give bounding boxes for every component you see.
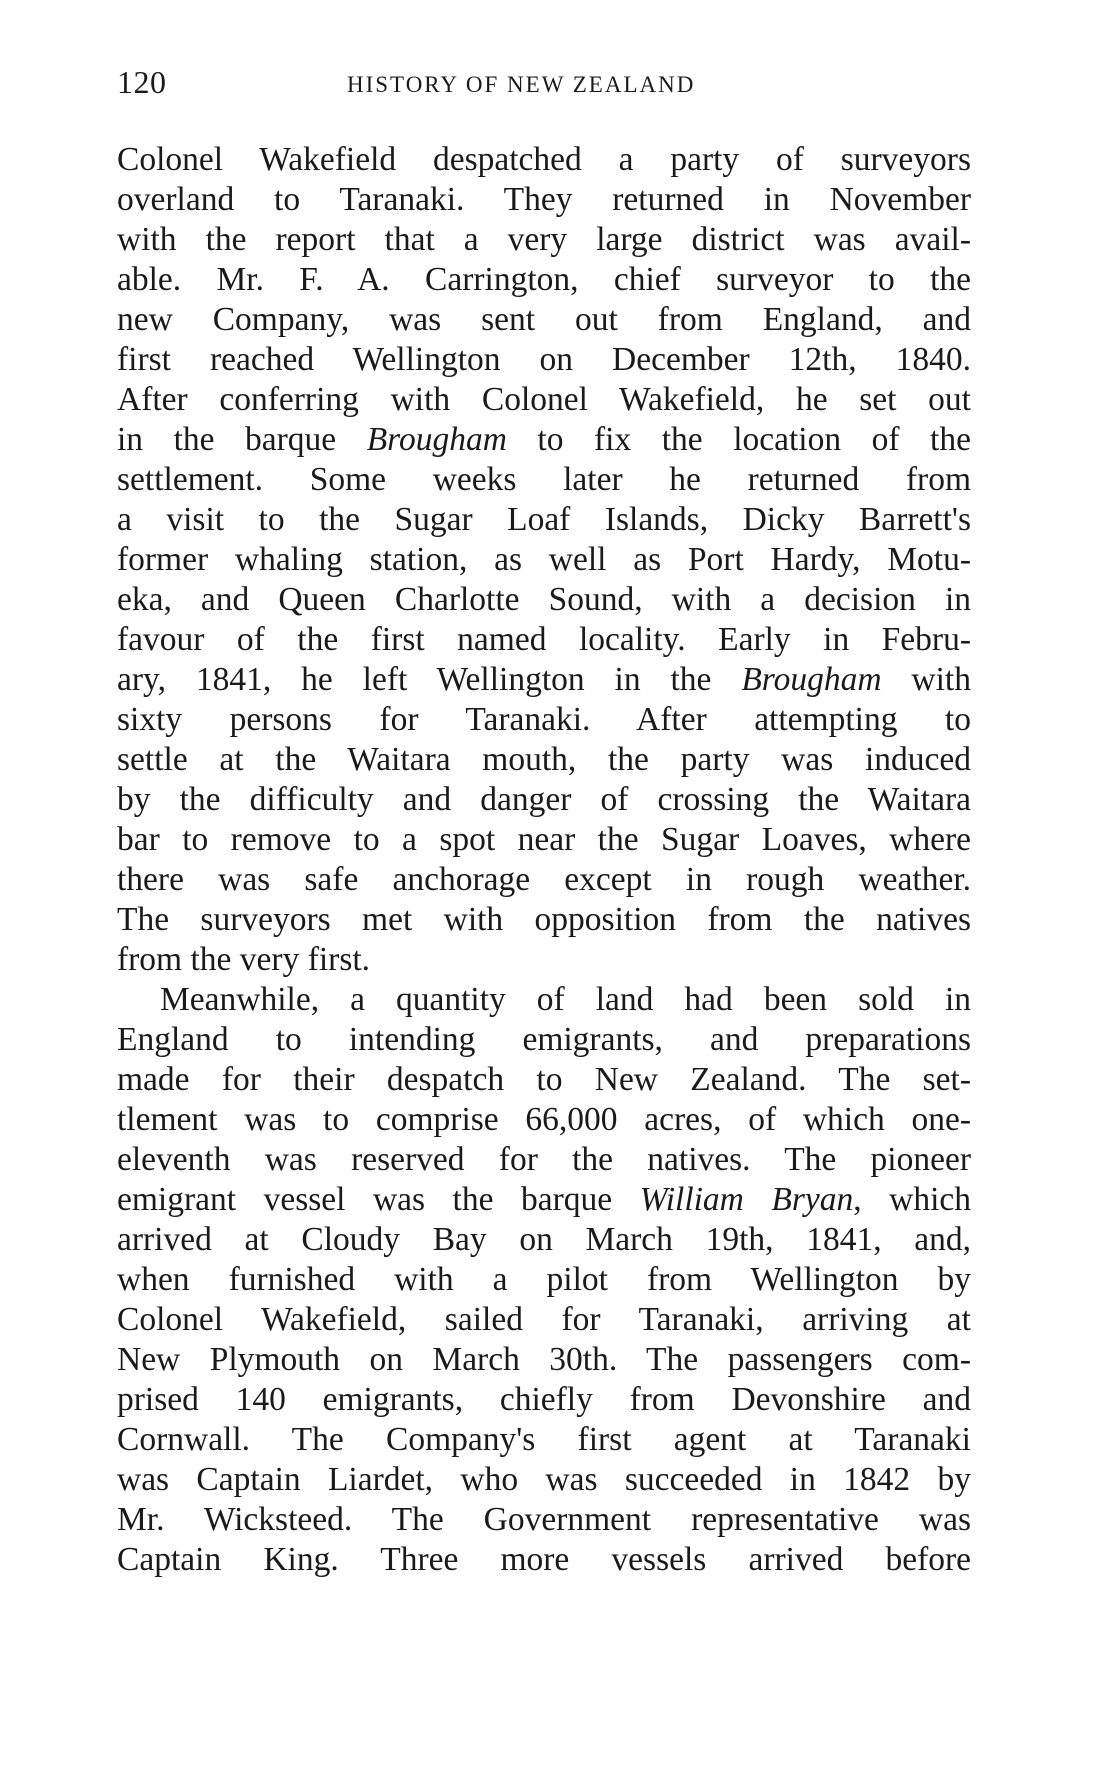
- page-number: 120: [117, 64, 167, 100]
- text-line: a visit to the Sugar Loaf Islands, Dicky Barrett's: [117, 501, 971, 538]
- text-line: made for their despatch to New Zealand. The set-: [117, 1061, 971, 1098]
- text-line: New Plymouth on March 30th. The passengers com-: [117, 1341, 971, 1378]
- text-line: sixty persons for Taranaki. After attempting to: [117, 701, 971, 738]
- text-line: arrived at Cloudy Bay on March 19th, 1841, and,: [117, 1221, 971, 1258]
- text-line: Colonel Wakefield despatched a party of surveyors: [117, 141, 971, 178]
- ship-name: Brougham: [366, 421, 507, 458]
- text-line: bar to remove to a spot near the Sugar Loaves, where: [117, 821, 971, 858]
- text-line: overland to Taranaki. They returned in November: [117, 181, 971, 218]
- text-line: tlement was to comprise 66,000 acres, of which one-: [117, 1101, 971, 1138]
- ship-name: Brougham: [741, 661, 882, 698]
- text-line: emigrant vessel was the barque William Bryan, which: [117, 1181, 971, 1218]
- body-text: [117, 140, 971, 1580]
- text-line: in the barque Brougham to fix the location of the: [117, 421, 971, 458]
- running-title: HISTORY OF NEW ZEALAND: [347, 72, 696, 97]
- text-line: first reached Wellington on December 12th, 1840.: [117, 341, 971, 378]
- running-header: [117, 64, 977, 104]
- text-line: The surveyors met with opposition from the natives: [117, 901, 971, 938]
- text-line: settlement. Some weeks later he returned from: [117, 461, 971, 498]
- text-line: with the report that a very large district was avail-: [117, 221, 971, 258]
- text-line: eleventh was reserved for the natives. The pioneer: [117, 1141, 971, 1178]
- text-line: new Company, was sent out from England, and: [117, 301, 971, 338]
- text-line: former whaling station, as well as Port Hardy, Motu-: [117, 541, 971, 578]
- text-line: Captain King. Three more vessels arrived before: [117, 1541, 971, 1578]
- text-line: settle at the Waitara mouth, the party was induced: [117, 741, 971, 778]
- text-line: eka, and Queen Charlotte Sound, with a decision in: [117, 581, 971, 618]
- text-line: was Captain Liardet, who was succeeded in 1842 by: [117, 1461, 971, 1498]
- text-line: from the very first.: [117, 941, 371, 978]
- text-line: After conferring with Colonel Wakefield, he set out: [117, 381, 971, 418]
- text-line: ary, 1841, he left Wellington in the Brougham with: [117, 661, 971, 698]
- text-line: Mr. Wicksteed. The Government representative was: [117, 1501, 971, 1538]
- text-line: England to intending emigrants, and preparations: [117, 1021, 971, 1058]
- text-line: by the difficulty and danger of crossing the Waitara: [117, 781, 971, 818]
- text-line: Cornwall. The Company's first agent at Taranaki: [117, 1421, 971, 1458]
- text-line: favour of the first named locality. Early in Febru-: [117, 621, 971, 658]
- text-line: when furnished with a pilot from Wellington by: [117, 1261, 971, 1298]
- paragraph-start-line: Meanwhile, a quantity of land had been sold in: [160, 981, 971, 1018]
- text-line: prised 140 emigrants, chiefly from Devonshire and: [117, 1381, 971, 1418]
- text-line: able. Mr. F. A. Carrington, chief surveyor to the: [117, 261, 971, 298]
- text-line: there was safe anchorage except in rough weather.: [117, 861, 971, 898]
- text-line: Colonel Wakefield, sailed for Taranaki, arriving at: [117, 1301, 971, 1338]
- ship-name: William Bryan: [639, 1181, 854, 1218]
